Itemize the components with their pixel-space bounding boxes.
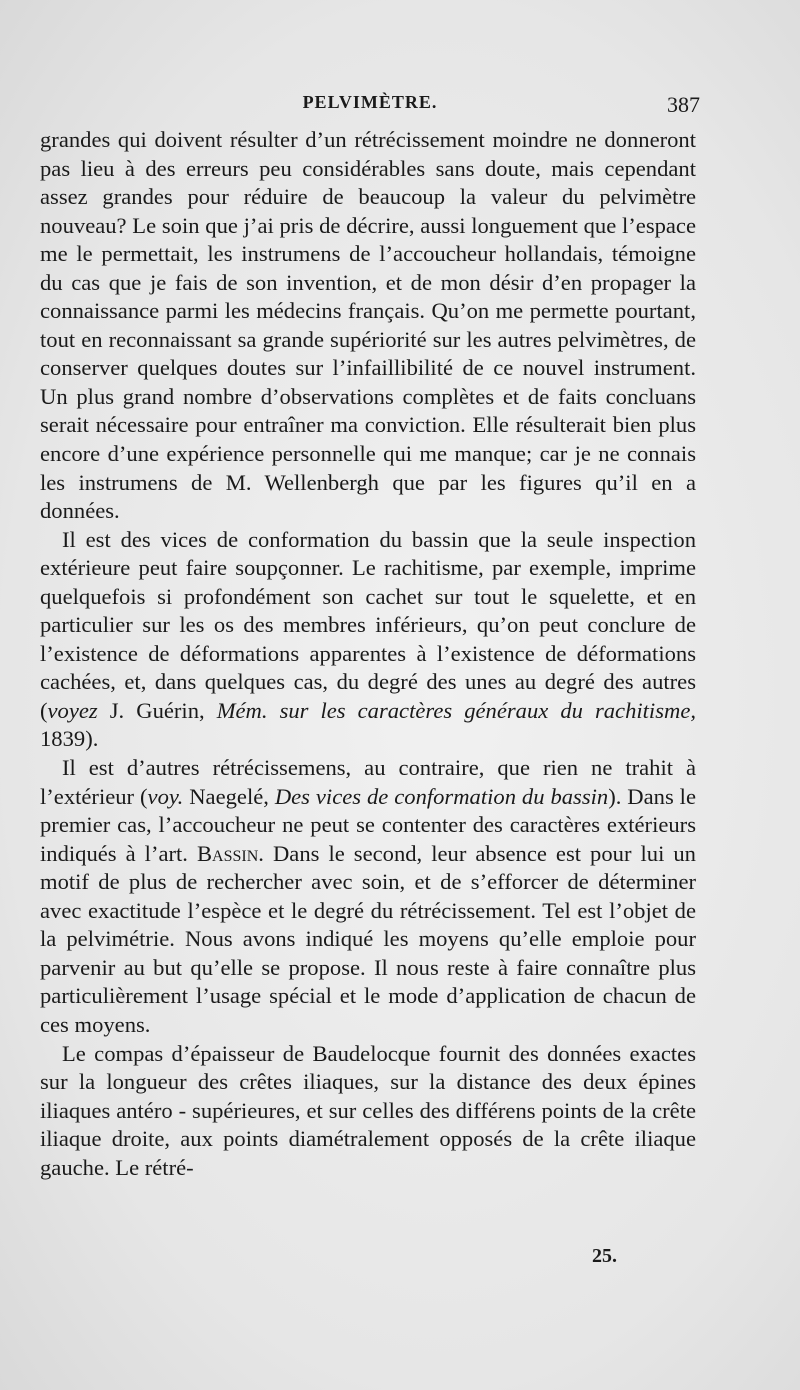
italic-text: voy. — [147, 783, 184, 809]
text-run: Naegelé, — [183, 783, 275, 809]
running-title: PELVIMÈTRE. — [302, 92, 438, 112]
page-number: 387 — [667, 92, 700, 117]
page-header — [40, 92, 700, 120]
paragraph — [40, 1040, 696, 1183]
paragraph — [40, 754, 696, 1039]
italic-text: Des vices de conformation du bassin — [274, 783, 609, 809]
text-run: grandes qui doivent résulter d’un rétrécissement moindre ne donneront pas lieu à des erreurs peu considérables sans doute, mais cependant assez grandes pour réduire de beaucoup la valeur du pelvimètre nouveau? Le soin que j’ai pris de décrire, aussi longuement que l’espace me le permettait, les instrumens de l’accoucheur hollandais, témoigne du cas que je fais de son invention, et de mon désir d’en propager la connaissance parmi les médecins français. Qu’on me permette pourtant, tout en reconnaissant sa grande supériorité sur les autres pelvimètres, de conserver quelques doutes sur l’infaillibilité de ce nouvel instrument. Un plus grand nombre d’observations complètes et de faits concluans serait nécessaire pour entraîner ma conviction. Elle résulterait bien plus encore d’une expérience personnelle qui me manque; car je ne connais les instrumens de M. Wellenbergh que par les figures qu’il en a données. — [40, 127, 696, 524]
paragraph — [40, 126, 696, 526]
italic-text: voyez — [47, 697, 98, 723]
text-run: Le compas d’épaisseur de Baudelocque fournit des données exactes sur la longueur des crêtes iliaques, sur la distance des deux épines iliaques antéro - supérieures, et sur celles des différens points de la crête iliaque droite, aux points diamétralement opposés de la crête iliaque gauche. Le rétré- — [40, 1040, 696, 1180]
text-run: Il est d’autres rétrécissemens, au contraire, que rien ne trahit à l’extérieur ( — [40, 755, 696, 809]
paragraph — [40, 526, 696, 754]
italic-text: Mém. sur les caractères généraux du rachitisme, — [216, 697, 696, 723]
text-run: ). Dans le premier cas, l’accoucheur ne peut se contenter des caractères extérieurs indiqués à l’art. — [40, 783, 696, 866]
text-run: . Dans le second, leur absence est pour lui un motif de plus de rechercher avec soin, et de s’efforcer de déterminer avec exactitude l’espèce et le degré du rétrécissement. Tel est l’objet de la pelvimétrie. Nous avons indiqué les moyens qu’elle emploie pour parvenir au but qu’elle se propose. Il nous reste à faire connaître plus particulièrement l’usage spécial et le mode d’application de chacun de ces moyens. — [40, 840, 696, 1037]
text-run: J. Guérin, — [97, 697, 217, 723]
text-run: Il est des vices de conformation du bassin que la seule inspection extérieure peut faire soupçonner. Le rachitisme, par exemple, imprime quelquefois si profondément son cachet sur tout le squelette, et en particulier sur les os des membres inférieurs, qu’on peut conclure de l’existence de déformations apparentes à l’existence de déformations cachées, et, dans quelques cas, du degré des unes au degré des autres ( — [40, 526, 696, 723]
smallcaps-text: Bassin — [196, 840, 259, 866]
signature-mark: 25. — [592, 1245, 617, 1267]
text-run: 1839). — [40, 726, 99, 752]
body-text — [40, 126, 696, 1182]
